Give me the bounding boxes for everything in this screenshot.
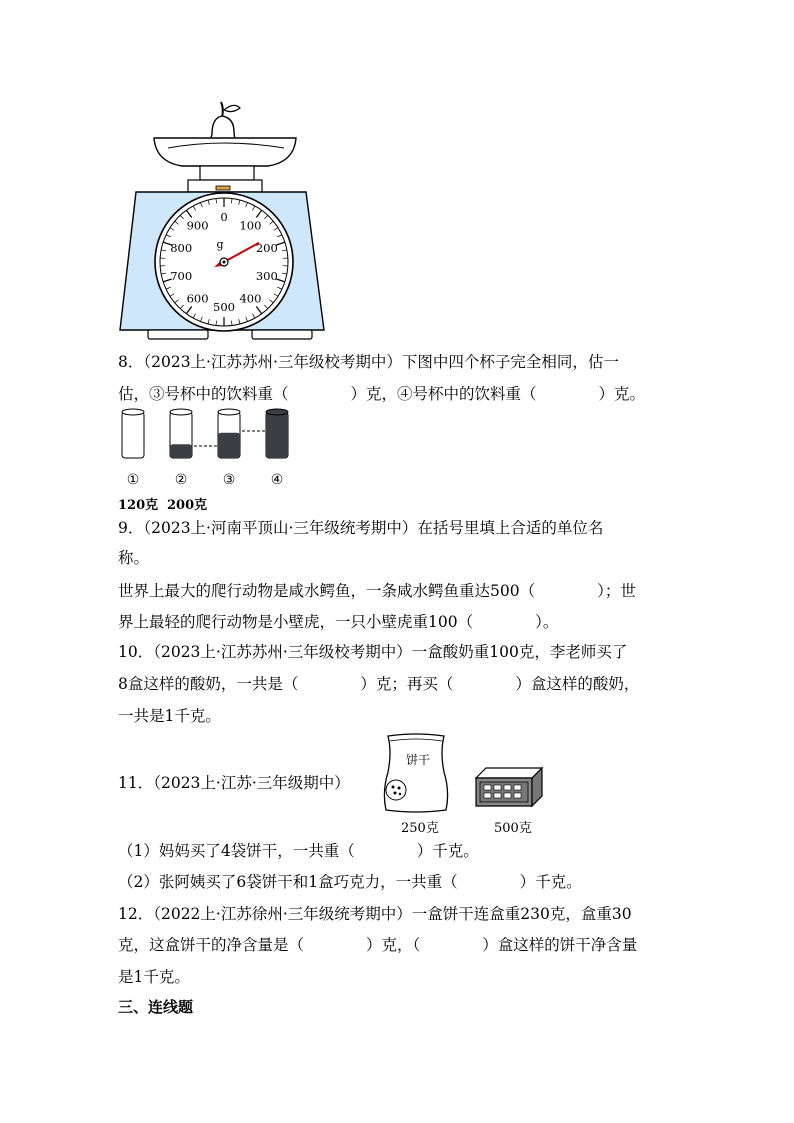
scale-dial: [155, 193, 293, 331]
cup-label: ④: [270, 472, 284, 488]
q8-weight-cup2: 200克: [167, 498, 208, 513]
dial-label: 100: [239, 218, 262, 233]
cup-label: ②: [174, 472, 188, 488]
cup-3: [218, 409, 240, 488]
q10-line-3: 一共是1千克。: [118, 707, 221, 725]
q11-stem: 11．（2023上·江苏·三年级期中）: [118, 774, 350, 792]
chocolate-box-illustration: [474, 766, 544, 808]
dial-label: 900: [186, 218, 209, 233]
dial-label: 400: [239, 291, 262, 306]
q8-cups-figure: [112, 406, 302, 490]
cup-label: ③: [222, 472, 236, 488]
q9-line-4: 界上最轻的爬行动物是小壁虎，一只小壁虎重100（ ）。: [118, 613, 559, 631]
dial-label: 500: [213, 300, 235, 314]
q11-sub-2: （2）张阿姨买了6袋饼干和1盒巧克力，一共重（ ）千克。: [118, 873, 582, 891]
dial-label: 200: [255, 241, 278, 256]
section-heading: 三、连线题: [118, 998, 194, 1016]
q10-line-2: 8盒这样的酸奶，一共是（ ）克；再买（ ）盒这样的酸奶，: [118, 675, 640, 693]
biscuit-bag-label: 饼干: [405, 753, 431, 767]
q12-line-3: 是1千克。: [118, 968, 190, 986]
dial-label: 600: [186, 291, 209, 306]
q11-sub-1: （1）妈妈买了4袋饼干，一共重（ ）千克。: [118, 842, 479, 860]
dial-label: 0: [220, 210, 228, 224]
cup-2: [170, 409, 192, 488]
cup-label: ①: [126, 472, 140, 488]
q8-line-1: 8．（2023上·江苏苏州·三年级校考期中）下图中四个杯子完全相同，估一: [118, 353, 619, 371]
scale-foot-left: [148, 330, 208, 339]
cup-4: [266, 409, 288, 488]
q12-line-1: 12．（2022上·江苏徐州·三年级统考期中）一盒饼干连盒重230克，盒重30: [118, 905, 632, 923]
q9-line-1: 9．（2023上·河南平顶山·三年级统考期中）在括号里填上合适的单位名: [118, 519, 604, 537]
biscuit-bag-illustration: [380, 732, 452, 814]
q9-line-2: 称。: [118, 549, 150, 567]
dial-label: 800: [170, 241, 193, 256]
biscuit-weight-label: 250克: [401, 821, 439, 836]
chocolate-weight-label: 500克: [494, 821, 532, 836]
dial-unit-label: g: [216, 238, 224, 251]
q10-line-1: 10．（2023上·江苏苏州·三年级校考期中）一盒酸奶重100克，李老师买了: [118, 643, 628, 661]
scale-tray: [154, 138, 296, 192]
kitchen-scale-illustration: [118, 98, 333, 343]
cup-1: [122, 409, 144, 488]
q8-weight-cup1: 120克: [118, 498, 159, 513]
q12-line-2: 克，这盒饼干的净含量是（ ）克，（ ）盒这样的饼干净含量: [118, 936, 638, 954]
dial-label: 300: [255, 268, 278, 283]
scale-foot-right: [252, 330, 312, 339]
q9-line-3: 世界上最大的爬行动物是咸水鳄鱼，一条咸水鳄鱼重达500（ ）；世: [118, 582, 636, 600]
q8-line-2: 估，③号杯中的饮料重（ ）克，④号杯中的饮料重（ ）克。: [118, 385, 646, 403]
cookie-icon: [386, 780, 406, 800]
dial-label: 700: [170, 268, 193, 283]
